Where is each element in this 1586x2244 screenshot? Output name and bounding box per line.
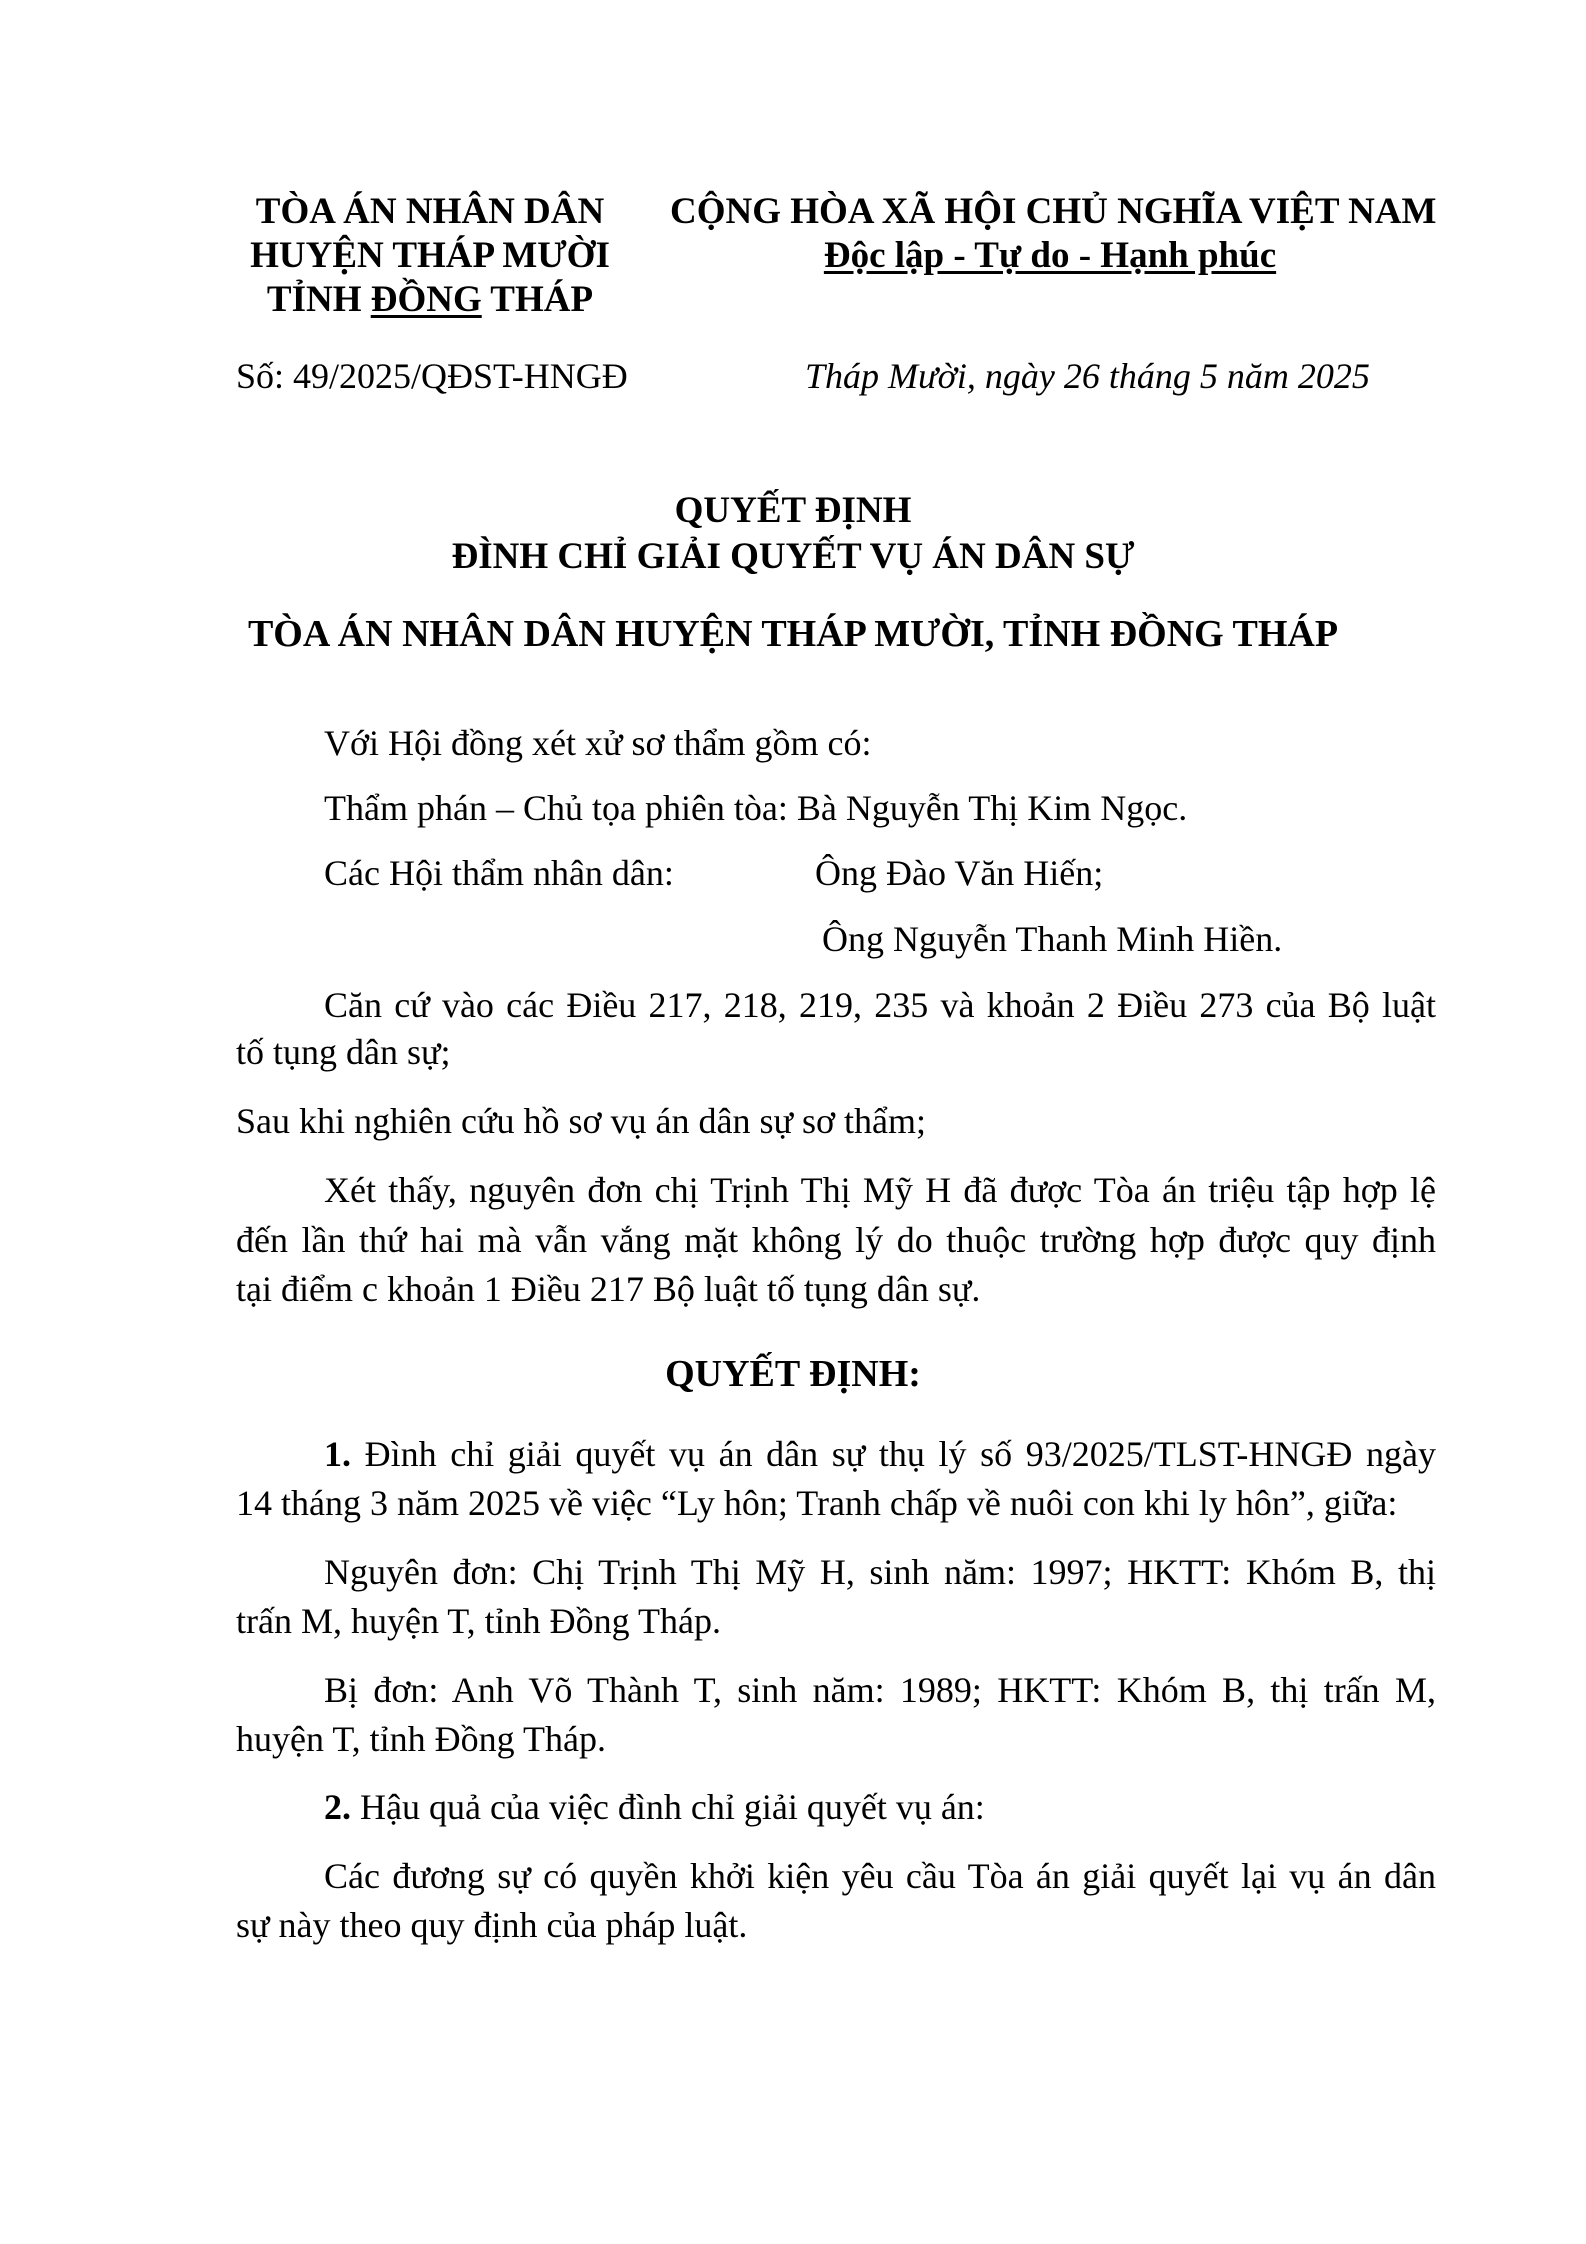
court-line-3-c: THÁP bbox=[481, 279, 594, 320]
basis-p3-line3: tại điểm c khoản 1 Điều 217 Bộ luật tố tụng dân sự. bbox=[236, 1269, 981, 1309]
panel-juror-1: Ông Đào Văn Hiến; bbox=[815, 853, 1104, 893]
panel-judge: Thẩm phán – Chủ tọa phiên tòa: Bà Nguyễn Thị Kim Ngọc. bbox=[324, 788, 1188, 828]
plaintiff-line1: Nguyên đơn: Chị Trịnh Thị Mỹ H, sinh năm: 1997; HKTT: Khóm B, thị bbox=[324, 1552, 1436, 1592]
panel-juror-2: Ông Nguyễn Thanh Minh Hiền. bbox=[822, 919, 1283, 959]
basis-p2: Sau khi nghiên cứu hồ sơ vụ án dân sự sơ thẩm; bbox=[236, 1101, 927, 1141]
consequence-line2: sự này theo quy định của pháp luật. bbox=[236, 1905, 748, 1945]
decision-item1-line2: 14 tháng 3 năm 2025 về việc “Ly hôn; Tranh chấp về nuôi con khi ly hôn”, giữa: bbox=[236, 1483, 1398, 1523]
basis-p1-line1: Căn cứ vào các Điều 217, 218, 219, 235 và khoản 2 Điều 273 của Bộ luật bbox=[324, 985, 1436, 1025]
decision-item2-text: Hậu quả của việc đình chỉ giải quyết vụ án: bbox=[351, 1787, 985, 1827]
court-full-name: TÒA ÁN NHÂN DÂN HUYỆN THÁP MƯỜI, TỈNH ĐỒNG THÁP bbox=[247, 613, 1339, 655]
court-line-3-a: TỈNH bbox=[266, 279, 371, 320]
title-line-2: ĐÌNH CHỈ GIẢI QUYẾT VỤ ÁN DÂN SỰ bbox=[451, 536, 1135, 577]
basis-p3-line2: đến lần thứ hai mà vẫn vắng mặt không lý do thuộc trường hợp được quy định bbox=[236, 1220, 1436, 1260]
defendant-line2: huyện T, tỉnh Đồng Tháp. bbox=[236, 1719, 606, 1759]
decision-item2 bbox=[324, 1786, 985, 1828]
basis-p1-line2: tố tụng dân sự; bbox=[236, 1032, 451, 1072]
court-line-3-b: ĐỒNG bbox=[370, 279, 482, 320]
title-line-1: QUYẾT ĐỊNH bbox=[674, 490, 912, 531]
defendant-line1: Bị đơn: Anh Võ Thành T, sinh năm: 1989; HKTT: Khóm B, thị trấn M, bbox=[324, 1670, 1436, 1710]
nation-block bbox=[670, 190, 1437, 278]
nation-motto bbox=[670, 234, 1430, 278]
court-line-3 bbox=[230, 278, 630, 322]
panel-jurors-label: Các Hội thẩm nhân dân: bbox=[324, 853, 674, 893]
court-name-block bbox=[230, 190, 630, 322]
decision-item2-number: 2. bbox=[324, 1787, 351, 1827]
decision-item1-line1 bbox=[324, 1432, 1436, 1476]
decision-item1-number: 1. bbox=[324, 1434, 351, 1474]
court-line-1: TÒA ÁN NHÂN DÂN bbox=[255, 191, 605, 232]
nation-title: CỘNG HÒA XÃ HỘI CHỦ NGHĨA VIỆT NAM bbox=[670, 191, 1437, 232]
plaintiff-line2: trấn M, huyện T, tỉnh Đồng Tháp. bbox=[236, 1601, 721, 1641]
consequence-line1: Các đương sự có quyền khởi kiện yêu cầu Tòa án giải quyết lại vụ án dân bbox=[324, 1856, 1436, 1896]
place-date: Tháp Mười, ngày 26 tháng 5 năm 2025 bbox=[805, 356, 1370, 396]
decision-heading: QUYẾT ĐỊNH: bbox=[665, 1353, 921, 1395]
decision-item1-text: Đình chỉ giải quyết vụ án dân sự thụ lý số 93/2025/TLST-HNGĐ ngày bbox=[351, 1434, 1436, 1474]
court-line-2: HUYỆN THÁP MƯỜI bbox=[250, 235, 610, 276]
basis-p3-line1: Xét thấy, nguyên đơn chị Trịnh Thị Mỹ H đã được Tòa án triệu tập hợp lệ bbox=[324, 1170, 1436, 1210]
nation-motto-text: Độc lập - Tự do - Hạnh phúc bbox=[823, 235, 1277, 276]
panel-intro: Với Hội đồng xét xử sơ thẩm gồm có: bbox=[324, 723, 872, 763]
document-number: Số: 49/2025/QĐST-HNGĐ bbox=[236, 356, 628, 396]
document-title bbox=[0, 488, 1586, 580]
